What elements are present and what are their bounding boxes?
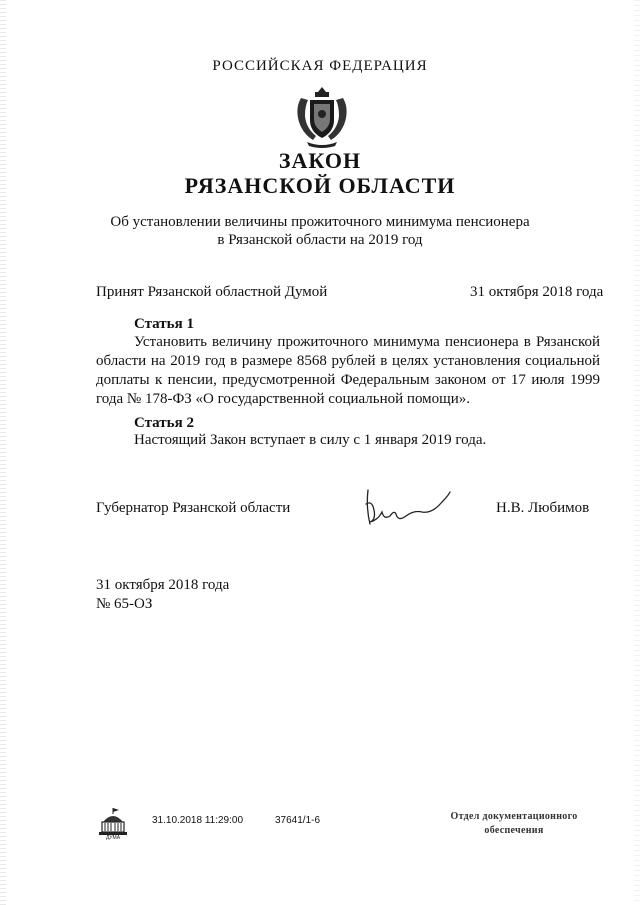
signatory-title: Губернатор Рязанской области xyxy=(96,500,291,516)
law-title xyxy=(0,148,640,198)
article-1-text: Установить величину прожиточного минимума пенсионера в Рязанской области на 2019 год в размере 8568 рублей в целях установления социальной доплаты к пенсии, предусмотренной Федеральным законом от 17 июля 1999 года № 178-ФЗ «О государственной социальной помощи». xyxy=(96,334,600,407)
law-title-line2: РЯЗАНСКОЙ ОБЛАСТИ xyxy=(184,173,456,198)
country-heading: РОССИЙСКАЯ ФЕДЕРАЦИЯ xyxy=(212,58,428,74)
department-stamp-line2: обеспечения xyxy=(484,825,544,836)
law-date-number xyxy=(96,576,229,614)
law-subject-line2: в Рязанской области на 2019 год xyxy=(217,232,423,248)
department-stamp-line1: Отдел документационного xyxy=(450,811,578,822)
department-stamp xyxy=(430,810,598,838)
signatory-name: Н.В. Любимов xyxy=(496,500,590,516)
law-number: № 65-ОЗ xyxy=(96,596,153,612)
article-2-heading: Статья 2 xyxy=(134,415,194,431)
duma-logo-text: ДУМА xyxy=(105,835,121,840)
scan-edge-right xyxy=(634,0,640,905)
adoption-date: 31 октября 2018 года xyxy=(470,284,604,300)
law-subject xyxy=(0,213,640,249)
registration-number: 37641/1-6 xyxy=(275,815,321,826)
scan-edge-left xyxy=(0,0,6,905)
law-subject-line1: Об установлении величины прожиточного минимума пенсионера xyxy=(110,214,530,230)
article-2-text: Настоящий Закон вступает в силу с 1 января 2019 года. xyxy=(134,432,487,448)
coat-of-arms-icon xyxy=(293,84,351,148)
handwritten-signature xyxy=(362,484,460,530)
law-title-line1: ЗАКОН xyxy=(278,148,362,173)
registration-timestamp: 31.10.2018 11:29:00 xyxy=(152,815,244,826)
adopted-by: Принят Рязанской областной Думой xyxy=(96,284,328,300)
duma-building-icon xyxy=(96,806,130,840)
article-1-heading: Статья 1 xyxy=(134,316,194,332)
law-date: 31 октября 2018 года xyxy=(96,577,230,593)
